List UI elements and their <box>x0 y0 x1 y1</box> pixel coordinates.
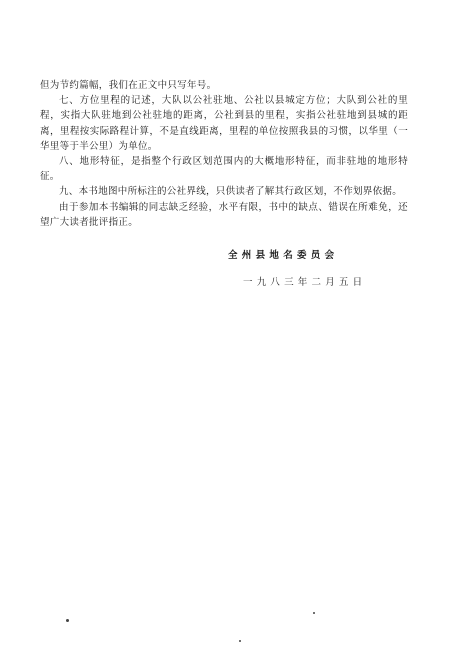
committee-name: 全州县地名委员会 <box>228 250 339 261</box>
paragraph-closing-note: 由于参加本书编辑的同志缺乏经验，水平有限，书中的缺点、错误在所难免，还望广大读者批评指正。 <box>40 201 408 228</box>
preface-body <box>40 78 408 230</box>
paragraph-continuation: 但为节约篇幅，我们在正文中只写年号。 <box>40 80 217 91</box>
scan-speck <box>66 619 69 622</box>
paragraph-item-7-distance: 七、方位里程的记述，大队以公社驻地、公社以县城定方位；大队到公社的里程，实指大队驻地到公社驻地的距离，公社到县的里程，实指公社驻地到县城的距离，里程按实际路程计算，不是直线距离，里程的单位按照我县的习惯，以华里（一华里等于半公里）为单位。 <box>40 95 408 152</box>
signature-block <box>0 247 450 307</box>
paragraph-item-9-map-boundaries: 九、本书地图中所标注的公社界线，只供读者了解其行政区划，不作划界依据。 <box>59 186 403 198</box>
signature-date: 一九八三年二月五日 <box>243 277 367 288</box>
scan-speck <box>239 640 241 642</box>
paragraph-item-8-terrain: 八、地形特征，是指整个行政区划范围内的大概地形特征，而非驻地的地形特征。 <box>40 156 408 183</box>
scan-speck <box>313 612 315 614</box>
